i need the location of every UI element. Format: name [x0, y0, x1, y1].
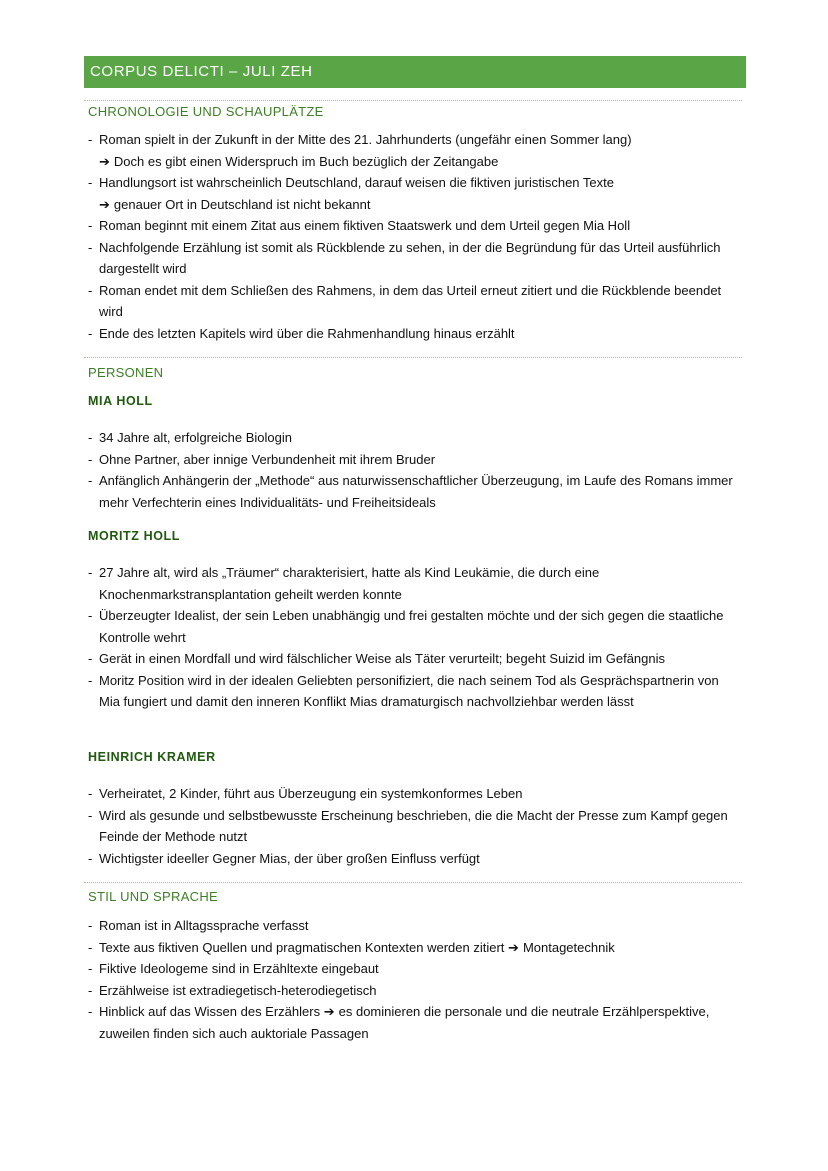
stil-list: [88, 915, 738, 1044]
section-title-chronologie: CHRONOLOGIE UND SCHAUPLÄTZE: [88, 104, 324, 119]
list-item: - Texte aus fiktiven Quellen und pragmatischen Kontexten werden zitiert ➔ Montagetechnik: [88, 937, 738, 959]
list-item: - Moritz Position wird in der idealen Geliebten personifiziert, die nach seinem Tod als Gesprächspartnerin von Mia fungiert und damit den inneren Konflikt Mias dramaturgisch nachvollziehbar werden lässt: [88, 670, 738, 713]
list-item: - Handlungsort ist wahrscheinlich Deutschland, darauf weisen die fiktiven juristischen Texte ➔ genauer Ort in Deutschland ist nicht bekannt: [88, 172, 738, 215]
list-item: - Wichtigster ideeller Gegner Mias, der über großen Einfluss verfügt: [88, 848, 738, 870]
list-item: - Gerät in einen Mordfall und wird fälschlicher Weise als Täter verurteilt; begeht Suizid im Gefängnis: [88, 648, 738, 670]
arrow-right-icon: ➔: [99, 153, 110, 169]
section-title-stil: STIL UND SPRACHE: [88, 889, 219, 904]
list-item: - Verheiratet, 2 Kinder, führt aus Überzeugung ein systemkonformes Leben: [88, 783, 738, 805]
divider: [84, 357, 742, 358]
arrow-right-icon: ➔: [99, 196, 110, 212]
heinrich-kramer-list: [88, 783, 738, 869]
list-item: - Roman beginnt mit einem Zitat aus einem fiktiven Staatswerk und dem Urteil gegen Mia Holl: [88, 215, 738, 237]
list-item: - Roman ist in Alltagssprache verfasst: [88, 915, 738, 937]
list-item: - Erzählweise ist extradiegetisch-heterodiegetisch: [88, 980, 738, 1002]
person-heading-moritz-holl: MORITZ HOLL: [88, 529, 181, 543]
list-item: - Fiktive Ideologeme sind in Erzähltexte eingebaut: [88, 958, 738, 980]
arrow-right-icon: ➔: [323, 1004, 335, 1019]
list-item: - Hinblick auf das Wissen des Erzählers ➔ es dominieren die personale und die neutrale Erzählperspektive, zuweilen finden sich auch auktoriale Passagen: [88, 1001, 738, 1044]
list-item: - Roman endet mit dem Schließen des Rahmens, in dem das Urteil erneut zitiert und die Rückblende beendet wird: [88, 280, 738, 323]
person-heading-heinrich-kramer: HEINRICH KRAMER: [88, 750, 216, 764]
section-title-personen: PERSONEN: [88, 365, 164, 380]
list-item: - Anfänglich Anhängerin der „Methode“ aus naturwissenschaftlicher Überzeugung, im Laufe des Romans immer mehr Verfechterin eines Individualitäts- und Freiheitsideals: [88, 470, 738, 513]
list-item: - Ohne Partner, aber innige Verbundenheit mit ihrem Bruder: [88, 449, 738, 471]
arrow-right-icon: ➔: [508, 939, 519, 955]
document-title-banner: CORPUS DELICTI – JULI ZEH: [84, 56, 746, 88]
chronologie-list: [88, 129, 738, 344]
person-heading-mia-holl: MIA HOLL: [88, 394, 153, 408]
mia-holl-list: [88, 427, 738, 513]
list-item: - Nachfolgende Erzählung ist somit als Rückblende zu sehen, in der die Begründung für das Urteil ausführlich dargestellt wird: [88, 237, 738, 280]
list-item: - 34 Jahre alt, erfolgreiche Biologin: [88, 427, 738, 449]
moritz-holl-list: [88, 562, 738, 713]
list-item: - Überzeugter Idealist, der sein Leben unabhängig und frei gestalten möchte und der sich gegen die staatliche Kontrolle wehrt: [88, 605, 738, 648]
list-item: - Roman spielt in der Zukunft in der Mitte des 21. Jahrhunderts (ungefähr einen Sommer lang) ➔ Doch es gibt einen Widerspruch im Buch bezüglich der Zeitangabe: [88, 129, 738, 172]
list-item-continuation: ➔ Doch es gibt einen Widerspruch im Buch bezüglich der Zeitangabe: [99, 151, 738, 173]
list-item: - 27 Jahre alt, wird als „Träumer“ charakterisiert, hatte als Kind Leukämie, die durch eine Knochenmarkstransplantation geheilt werden konnte: [88, 562, 738, 605]
divider: [84, 100, 742, 101]
list-item: - Ende des letzten Kapitels wird über die Rahmenhandlung hinaus erzählt: [88, 323, 738, 345]
divider: [84, 882, 742, 883]
list-item-continuation: ➔ genauer Ort in Deutschland ist nicht bekannt: [99, 194, 738, 216]
list-item: - Wird als gesunde und selbstbewusste Erscheinung beschrieben, die die Macht der Presse zum Kampf gegen Feinde der Methode nutzt: [88, 805, 738, 848]
